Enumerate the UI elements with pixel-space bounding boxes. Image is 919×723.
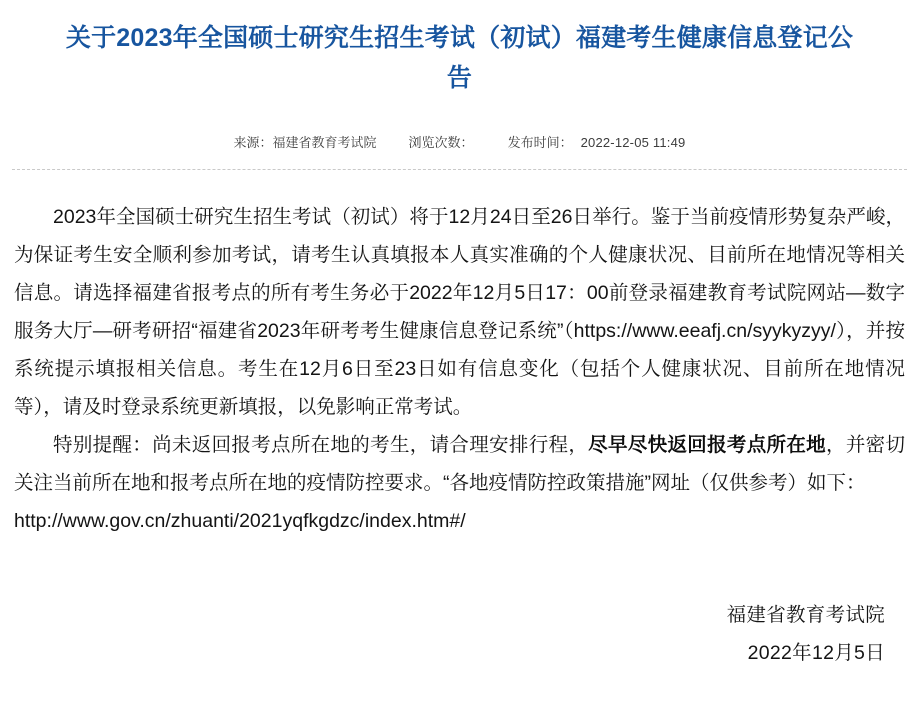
article-body: [0, 198, 919, 672]
paragraph-1: [14, 198, 905, 426]
paragraph-2-text-b: ，并密切关注当前所在地和报考点所在地的疫情防控要求。“各地疫情防控政策措施”网址（仅供参考）如下：: [14, 434, 905, 494]
meta-publish-label: 发布时间：: [507, 135, 573, 150]
meta-views-label: 浏览次数：: [408, 135, 474, 150]
article-meta: [0, 134, 919, 152]
meta-source-value: 福建省教育考试院: [272, 135, 377, 150]
paragraph-2-text-a: 特别提醒：尚未返回报考点所在地的考生，请合理安排行程，: [53, 434, 589, 456]
signature-organization: 福建省教育考试院: [726, 604, 885, 626]
policy-url[interactable]: http://www.gov.cn/zhuanti/2021yqfkgdzc/index.htm#/: [14, 510, 466, 532]
paragraph-1-text: 2023年全国硕士研究生招生考试（初试）将于12月24日至26日举行。鉴于当前疫情形势复杂严峻，为保证考生安全顺利参加考试，请考生认真填报本人真实准确的个人健康状况、目前所在地情况等相关信息。请选择福建省报考点的所有考生务必于2022年12月5日17：00前登录福建教育考试院网站—数字服务大厅—研考研招“福建省2023年研考考生健康信息登记系统”（https://www.eeafj.cn/syykyzyy/），并按系统提示填报相关信息。考生在12月6日至23日如有信息变化（包括个人健康状况、目前所在地情况等），请及时登录系统更新填报，以免影响正常考试。: [14, 206, 905, 418]
meta-views: [409, 134, 474, 152]
paragraph-2: [14, 426, 905, 502]
signature-block: [14, 596, 905, 672]
meta-publish-time: [508, 134, 686, 152]
meta-source: [234, 134, 377, 152]
meta-publish-value: 2022-12-05 11:49: [580, 135, 686, 150]
meta-source-label: 来源：: [233, 135, 273, 150]
page-title: 关于2023年全国硕士研究生招生考试（初试）福建考生健康信息登记公告: [65, 24, 854, 92]
paragraph-2-emphasis: 尽早尽快返回报考点所在地: [588, 434, 827, 456]
signature-date: 2022年12月5日: [747, 642, 885, 664]
header-divider: [12, 169, 907, 170]
